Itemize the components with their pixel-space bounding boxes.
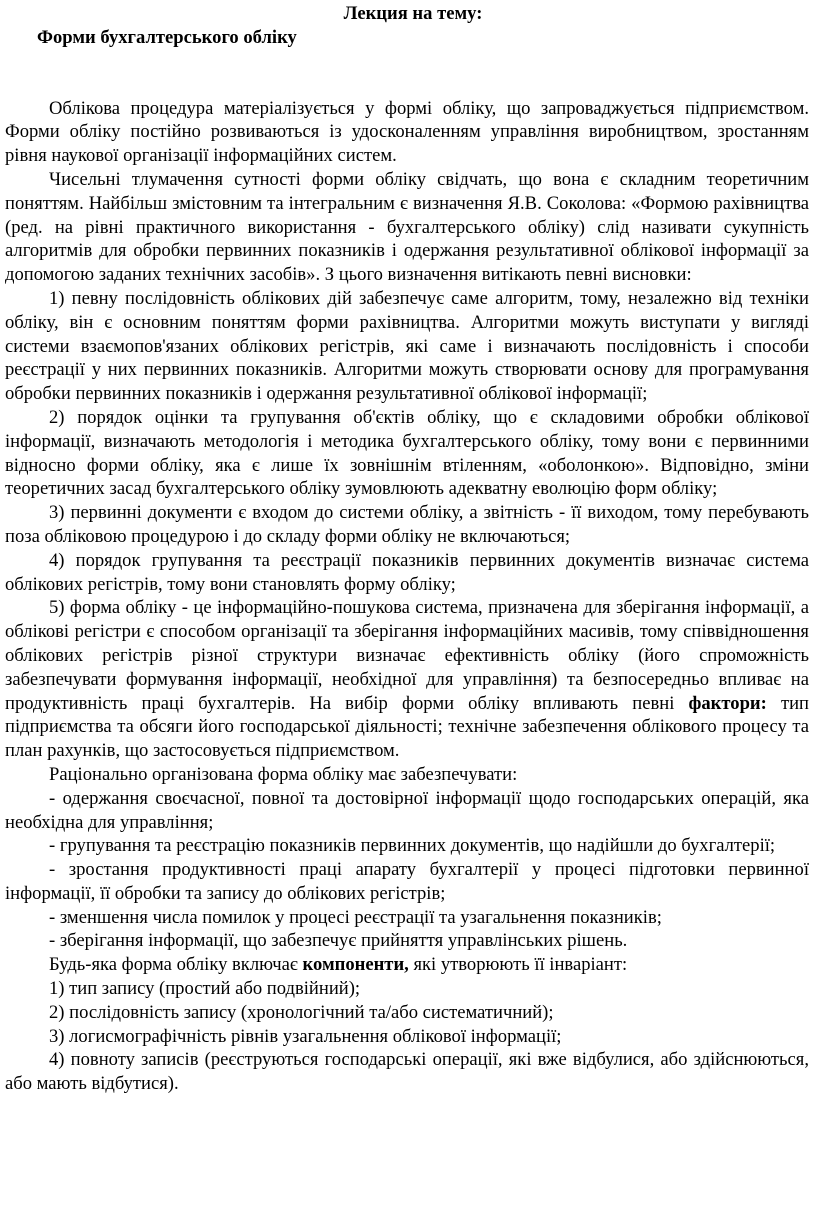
bold-term-components: компоненти, (302, 954, 409, 976)
spacer (5, 50, 809, 97)
list-item-component: 3) логисмографічність рівнів узагальнення облікової інформації; (49, 1025, 562, 1047)
lecture-title: Лекция на тему: (343, 3, 483, 24)
paragraph-conclusion-5 (5, 596, 809, 763)
paragraph-definition: Чисельні тлумачення сутності форми обліку свідчать, що вона є складним теоретичним поняттям. Найбільш змістовним та інтегральним є визначення Я.В. Соколова: «Формою рахівництва (ред. на рівні практичного використання - бухгалтерського обліку) слід називати сукупність алгоритмів для обробки первинних показників і одержання результативної облікової інформації за допомогою заданих технічних засобів». З цього визначення витікають певні висновки: (5, 168, 809, 286)
list-item-rational: - одержання своєчасної, повної та достовірної інформації щодо господарських операцій, яка необхідна для управління; (5, 787, 809, 833)
list-item-rational: - зростання продуктивності праці апарату бухгалтерії у процесі підготовки первинної інформації, її обробки та запису до облікових регістрів; (5, 859, 809, 904)
bold-term-factors: фактори: (688, 692, 767, 714)
list-item-rational: - зменшення числа помилок у процесі реєстрації та узагальнення показників; (49, 906, 662, 928)
text-span: тип підприємства та обсяги його господарської діяльності; технічне забезпечення облікового процесу та план рахунків, що застосовується підприємством. (5, 692, 809, 762)
paragraph-conclusion-3: 3) первинні документи є входом до системи обліку, а звітність - її виходом, тому перебувають поза обліковою процедурою і до складу форми обліку не включаються; (5, 502, 809, 547)
list-item-component: 2) послідовність запису (хронологічний та/або систематичний); (49, 1001, 554, 1023)
text-span: 5) форма обліку - це інформаційно-пошукова система, призначена для зберігання інформації, а облікові регістри є способом організації та зберігання інформаційних масивів, тому співвідношення облікових регістрів різної структури визначає ефективність обліку (його спроможність забезпечувати формування інформації, необхідної для управління) та безпосередньо впливає на продуктивність праці бухгалтерів. На вибір форми обліку впливають певні (5, 597, 809, 714)
lecture-subtitle: Форми бухгалтерського обліку (37, 26, 297, 48)
list-item-component: 4) повноту записів (реєструються господарські операції, які вже відбулися, або здійснюються, або мають відбутися). (5, 1049, 809, 1095)
paragraph-conclusion-2: 2) порядок оцінки та групування об'єктів обліку, що є складовими обробки облікової інформації, визначають методологія і методика бухгалтерського обліку, тому вони є первинними відносно форми обліку, яка є лише їх зовнішнім втіленням, «оболонкою». Відповідно, зміни теоретичних засад бухгалтерського обліку зумовлюють адекватну еволюцію форм обліку; (5, 406, 809, 500)
paragraph-conclusion-4: 4) порядок групування та реєстрації показників первинних документів визначає система облікових регістрів, тому вони становлять форму обліку; (5, 549, 809, 595)
list-item-rational: - зберігання інформації, що забезпечує прийняття управлінських рішень. (49, 930, 628, 952)
list-item-rational: - групування та реєстрацію показників первинних документів, що надійшли до бухгалтерії; (49, 835, 776, 857)
list-item-component: 1) тип запису (простий або подвійний); (49, 978, 361, 1000)
paragraph-intro: Облікова процедура матеріалізується у формі обліку, що запроваджується підприємством. Форми обліку постійно розвиваються із удосконаленням управління виробництвом, зростанням рівня наукової організації інформаційних систем. (5, 97, 809, 167)
paragraph-components-intro (5, 953, 809, 977)
text-span: Будь-яка форма обліку включає (49, 954, 303, 976)
text-span: які утворюють її інваріант: (408, 954, 628, 976)
paragraph-rational-intro: Раціонально організована форма обліку має забезпечувати: (49, 763, 518, 785)
paragraph-conclusion-1: 1) певну послідовність облікових дій забезпечує саме алгоритм, тому, незалежно від техніки обліку, він є основним поняттям форми рахівництва. Алгоритми можуть виступати у вигляді системи взаємопов'язаних облікових регістрів, які саме і визначають послідовність і способи реєстрації у них первинних показників. Алгоритми можуть створювати основу для програмування обробки первинних показників і одержання результативної облікової інформації; (5, 287, 809, 405)
